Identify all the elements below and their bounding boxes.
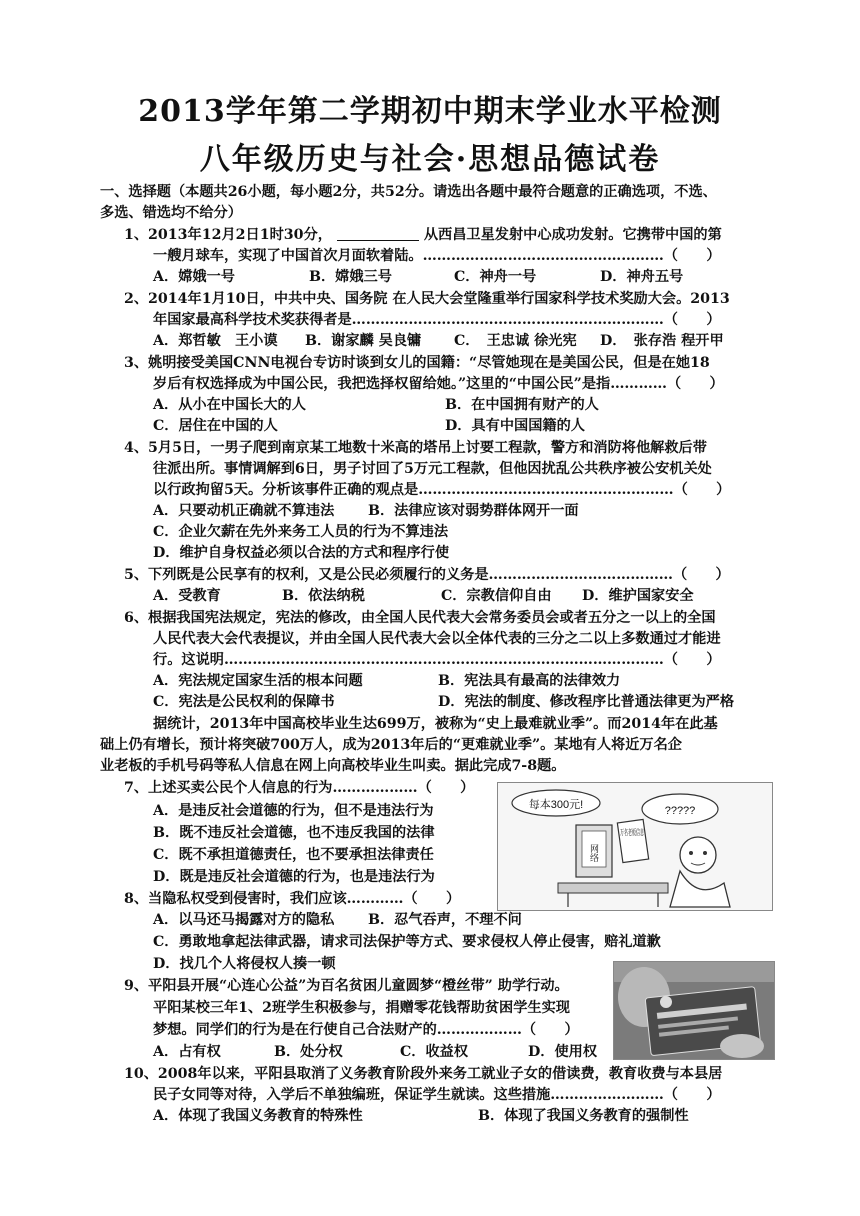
q4-option-a: A．只要动机正确就不算违法 bbox=[153, 503, 335, 519]
q6-stem-line3: 行。这说明…………………………………………………………………………………（ ） bbox=[153, 652, 721, 668]
q5-option-d: D．维护国家安全 bbox=[582, 588, 694, 604]
q8-option-d: D．找几个人将侵权人揍一顿 bbox=[153, 956, 336, 972]
q3-stem-line2: 岁后有权选择成为中国公民，我把选择权留给她。”这里的“中国公民”是指…………（ ） bbox=[153, 376, 724, 392]
cartoon-screen-label: 网络 bbox=[589, 844, 599, 862]
exam-title: 2013学年第二学期初中期末学业水平检测 bbox=[138, 94, 722, 129]
q4-option-b: B．法律应该对弱势群体网开一面 bbox=[368, 503, 579, 519]
q5-option-c: C．宗教信仰自由 bbox=[441, 588, 552, 604]
q8-option-a: A．以马还马揭露对方的隐私 bbox=[153, 912, 335, 928]
ribbon-campaign-photo bbox=[613, 961, 775, 1060]
q6-option-a: A．宪法规定国家生活的根本问题 bbox=[153, 673, 363, 689]
q7-option-d: D．既是违反社会道德的行为，也是违法行为 bbox=[153, 869, 435, 885]
photo-illustration bbox=[614, 962, 774, 1059]
q3-stem-line1: 3、姚明接受美国CNN电视台专访时谈到女儿的国籍：“尽管她现在是美国公民，但是在她18 bbox=[124, 355, 710, 371]
q9-option-b: B．处分权 bbox=[274, 1044, 343, 1060]
q7-option-c: C．既不承担道德责任，也不要承担法律责任 bbox=[153, 847, 434, 863]
q1-option-a: A．嫦娥一号 bbox=[153, 269, 235, 285]
q4-stem-line3: 以行政拘留5天。分析该事件正确的观点是………………………………………………（ ） bbox=[153, 482, 731, 498]
q6-option-c: C．宪法是公民权利的保障书 bbox=[153, 694, 335, 710]
q6-option-b: B．宪法具有最高的法律效力 bbox=[438, 673, 621, 689]
exam-subtitle: 八年级历史与社会·思想品德试卷 bbox=[199, 142, 661, 177]
q5-option-a: A．受教育 bbox=[153, 588, 221, 604]
material-line2: 础上仍有增长，预计将突破700万人，成为2013年后的“更难就业季”。某地有人将近万名企 bbox=[100, 737, 682, 753]
q9-stem-line3: 梦想。同学们的行为是在行使自己合法财产的………………（ ） bbox=[153, 1022, 579, 1038]
material-line1: 据统计，2013年中国高校毕业生达699万，被称为“史上最难就业季”。而2014年在此基 bbox=[153, 716, 718, 732]
q2-option-d: D． 张存浩 程开甲 bbox=[600, 333, 724, 349]
q6-stem-line2: 人民代表大会代表提议，并由全国人民代表大会以全体代表的三分之二以上多数通过才能进 bbox=[153, 631, 721, 647]
q9-option-c: C．收益权 bbox=[400, 1044, 469, 1060]
q5-option-b: B．依法纳税 bbox=[282, 588, 365, 604]
q1-option-c: C．神舟一号 bbox=[454, 269, 537, 285]
q3-option-d: D．具有中国国籍的人 bbox=[445, 418, 585, 434]
cartoon-illustration bbox=[498, 783, 772, 910]
q3-option-c: C．居住在中国的人 bbox=[153, 418, 278, 434]
q4-option-d: D．维护自身权益必须以合法的方式和程序行使 bbox=[153, 545, 450, 561]
q8-stem-line1: 8、当隐私权受到侵害时，我们应该…………（ ） bbox=[124, 891, 461, 907]
cartoon-bubble-price: 每本300元! bbox=[528, 799, 584, 811]
q10-option-b: B．体现了我国义务教育的强制性 bbox=[478, 1108, 689, 1124]
q2-option-a: A．郑哲敏 王小谟 bbox=[153, 333, 278, 349]
cartoon-sign-label bbox=[620, 827, 644, 837]
q2-stem-line2: 年国家最高科学技术奖获得者是…………………………………………………………（ ） bbox=[153, 312, 721, 328]
material-line3: 业老板的手机号码等私人信息在网上向高校毕业生叫卖。据此完成7-8题。 bbox=[100, 758, 566, 774]
q1-answer-blank bbox=[337, 226, 419, 241]
q7-option-b: B．既不违反社会道德，也不违反我国的法律 bbox=[153, 825, 435, 841]
q3-option-b: B．在中国拥有财产的人 bbox=[445, 397, 599, 413]
q2-option-c: C． 王忠诚 徐光宪 bbox=[454, 333, 577, 349]
q4-stem-line2: 往派出所。事情调解到6日，男子讨回了5万元工程款，但他因扰乱公共秩序被公安机关处 bbox=[153, 461, 712, 477]
q10-option-a: A．体现了我国义务教育的特殊性 bbox=[153, 1108, 363, 1124]
q1-stem-part1: 1、2013年12月2日1时30分， bbox=[124, 227, 332, 243]
q6-option-d: D．宪法的制度、修改程序比普通法律更为严格 bbox=[438, 694, 735, 710]
q1-stem-line2: 一艘月球车，实现了中国首次月面软着陆。……………………………………………（ ） bbox=[153, 248, 721, 264]
q9-option-a: A．占有权 bbox=[153, 1044, 221, 1060]
q1-stem-part2: 从西昌卫星发射中心成功发射。它携带中国的第 bbox=[423, 227, 722, 243]
q7-option-a: A．是违反社会道德的行为，但不是违法行为 bbox=[153, 803, 434, 819]
cartoon-figure bbox=[497, 782, 773, 911]
q1-option-b: B．嫦娥三号 bbox=[309, 269, 392, 285]
q5-stem-line1: 5、下列既是公民享有的权利，又是公民必须履行的义务是…………………………………（ ） bbox=[124, 567, 730, 583]
q4-stem-line1: 4、5月5日，一男子爬到南京某工地数十米高的塔吊上讨要工程款，警方和消防将他解救后带 bbox=[124, 440, 707, 456]
q6-stem-line1: 6、根据我国宪法规定，宪法的修改，由全国人民代表大会常务委员会或者五分之一以上的全国 bbox=[124, 610, 716, 626]
q1-option-d: D．神舟五号 bbox=[600, 269, 684, 285]
q9-stem-line1: 9、平阳县开展“心连心公益”为百名贫困儿童圆梦“橙丝带” 助学行动。 bbox=[124, 978, 569, 994]
q1-stem-line1 bbox=[124, 225, 722, 246]
section-instructions-line1: 一、选择题（本题共26小题，每小题2分，共52分。请选出各题中最符合题意的正确选项，不选、 bbox=[100, 184, 717, 200]
q10-stem-line1: 10、2008年以来，平阳县取消了义务教育阶段外来务工就业子女的借读费，教育收费与本县居 bbox=[124, 1066, 723, 1082]
q8-option-b: B．忍气吞声，不理不问 bbox=[368, 912, 522, 928]
section-instructions-line2: 多选、错选均不给分） bbox=[100, 205, 242, 221]
q7-stem-line1: 7、上述买卖公民个人信息的行为………………（ ） bbox=[124, 780, 475, 796]
q9-option-d: D．使用权 bbox=[528, 1044, 598, 1060]
q2-option-b: B．谢家麟 吴良镛 bbox=[305, 333, 422, 349]
q4-option-c: C．企业欠薪在先外来务工人员的行为不算违法 bbox=[153, 524, 449, 540]
q10-stem-line2: 民子女同等对待，入学后不单独编班，保证学生就读。这些措施……………………（ ） bbox=[153, 1087, 721, 1103]
q8-option-c: C．勇敢地拿起法律武器，请求司法保护等方式、要求侵权人停止侵害，赔礼道歉 bbox=[153, 934, 661, 950]
q3-option-a: A．从小在中国长大的人 bbox=[153, 397, 306, 413]
q2-stem-line1: 2、2014年1月10日，中共中央、国务院 在人民大会堂隆重举行国家科学技术奖励大会。2013 bbox=[124, 291, 730, 307]
q9-stem-line2: 平阳某校三年1、2班学生积极参与，捐赠零花钱帮助贫困学生实现 bbox=[153, 1000, 570, 1016]
cartoon-bubble-question: ????? bbox=[664, 805, 696, 817]
